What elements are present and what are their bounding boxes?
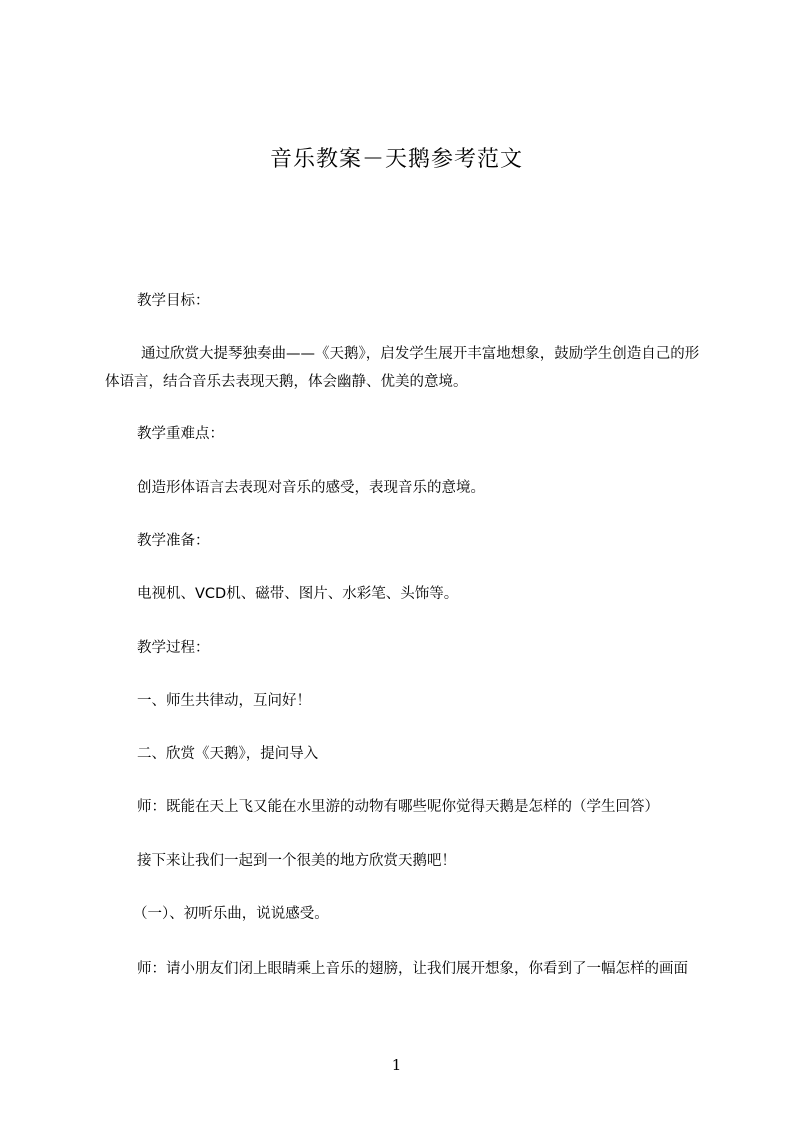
paragraph-objectives-heading: 教学目标：: [137, 293, 210, 309]
paragraph-preparation-heading: 教学准备：: [137, 533, 210, 549]
paragraph-difficulty-heading: 教学重难点：: [137, 426, 224, 442]
paragraph-step-two: 二、欣赏《天鹅》，提问导入: [137, 746, 319, 762]
paragraph-first-listen: （一）、初听乐曲，说说感受。: [133, 906, 329, 922]
paragraph-preparation-body: 电视机、VCD机、磁带、图片、水彩笔、头饰等。: [137, 586, 459, 602]
paragraph-step-one: 一、师生共律动，互问好！: [137, 693, 311, 709]
paragraph-transition: 接下来让我们一起到一个很美的地方欣赏天鹅吧！: [137, 853, 456, 869]
paragraph-difficulty-body: 创造形体语言去表现对音乐的感受，表现音乐的意境。: [137, 480, 485, 496]
paragraph-teacher-prompt: 师：请小朋友们闭上眼睛乘上音乐的翅膀，让我们展开想象，你看到了一幅怎样的画面: [137, 961, 688, 977]
page-number: 1: [391, 1056, 402, 1074]
paragraph-teacher-question: 师：既能在天上飞又能在水里游的动物有哪些呢你觉得天鹅是怎样的（学生回答）: [137, 799, 659, 815]
paragraph-process-heading: 教学过程：: [137, 640, 210, 656]
paragraph-objectives-body: 通过欣赏大提琴独奏曲——《天鹅》，启发学生展开丰富地想象，鼓励学生创造自己的形体语言，结合音乐去表现天鹅，体会幽静、优美的意境。: [105, 346, 700, 390]
document-title: 音乐教案－天鹅参考范文: [269, 147, 523, 172]
